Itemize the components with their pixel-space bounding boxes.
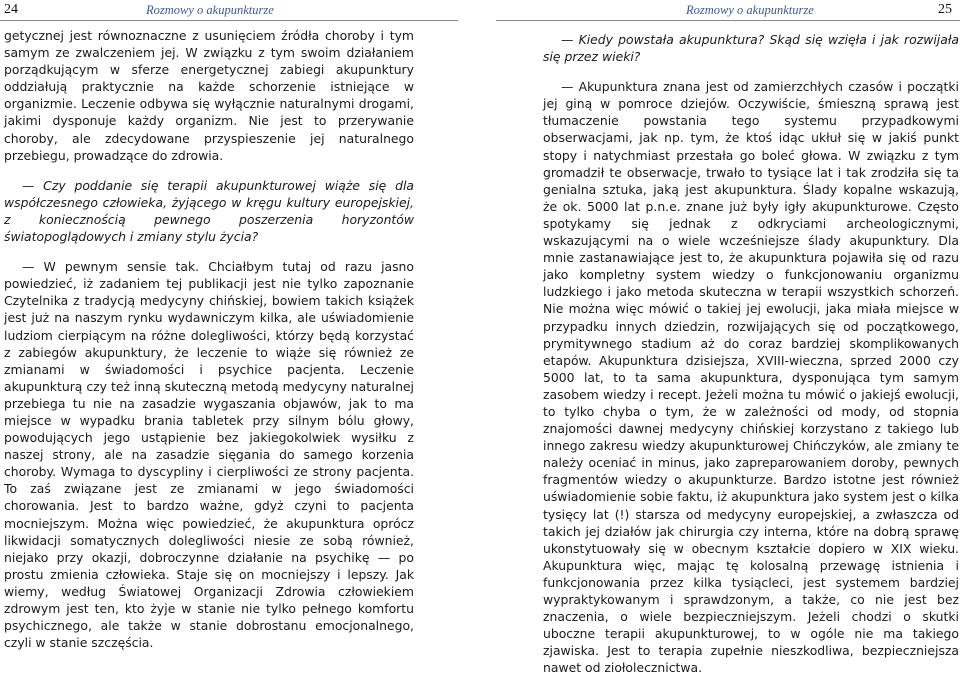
right-page-number: 25 (938, 2, 952, 17)
left-page-body (4, 27, 414, 651)
right-header-rule (496, 20, 960, 21)
right-page-header (496, 0, 960, 20)
left-running-title: Rozmowy o akupunkturze (146, 3, 274, 17)
right-question-1: — Kiedy powstała akupunktura? Skąd się wzięła i jak rozwijała się przez wieki? (543, 32, 959, 65)
left-paragraph-2: — W pewnym sensie tak. Chciałbym tutaj od razu jasno powiedzieć, iż zadaniem tej publikacji jest nie tylko zapoznanie Czytelnika z tradycją medycyny chińskiej, bowiem takich książek jest już na naszym rynku wydawniczym kilka, ale uświadomienie ludziom cierpiącym na różne dolegliwości, którzy będą korzystać z zabiegów akupunktury, że leczenie to wiąże się również ze zmianami w świadomości i psychice pacjenta. Leczenie akupunkturą czy też inną skuteczną metodą medycyny naturalnej przebiega tu nie na zasadzie wygaszania objawów, jak to ma miejsce w wypadku brania tabletek przy silnym bólu głowy, powodujących jego ustąpienie bez jakiegokolwiek wysiłku z naszej strony, ale na zasadzie sięgania do samego korzenia choroby. Wymaga to dyscypliny i cierpliwości ze strony pacjenta. To zaś związane jest ze zmianami w jego świadomości chorowania. Jest to bardzo ważne, gdyż czyni to pacjenta mocniejszym. Można więc powiedzieć, że akupunktura oprócz likwidacji somatycznych dolegliwości niesie ze sobą również, niejako przy okazji, dobroczynne działanie na psychikę — po prostu zmienia człowieka. Staje się on mocniejszy i lepszy. Jak wiemy, według Światowej Organizacji Zdrowia człowiekiem zdrowym jest ten, kto żyje w stanie nie tylko pełnego komfortu psychicznego, ale także w stanie dobrostanu emocjonalnego, czyli w stanie szczęścia. (4, 259, 414, 651)
left-question-1: — Czy poddanie się terapii akupunkturowej wiąże się dla współczesnego człowieka, żyjącego w kręgu kultury europejskiej, z koniecznością pewnego poszerzenia horyzontów światopoglądowych i zmiany stylu życia? (4, 177, 414, 245)
right-paragraph-1: — Akupunktura znana jest od zamierzchłych czasów i początki jej giną w pomroce dziejów. Oczywiście, śmieszną sprawą jest tłumaczenie powstania tego systemu przypadkowymi obserwacjami, jak np. tym, że ktoś idąc ukłuł się w jakiś punkt stopy i natychmiast przestała go boleć głowa. W związku z tym gromadził te obserwacje, trwało to tysiące lat i tak zrodziła się ta genialna sztuka, jaką jest akupunktura. Ślady kopalne wskazują, że ok. 5000 lat p.n.e. znane już były igły akupunkturowe. Często spotykamy się jednak z odkryciami archeologicznymi, wskazującymi na o wiele wcześniejsze ślady akupunktury. Dla mnie zastanawiające jest to, że akupunktura pojawiła się od razu jako kompletny system wiedzy o funkcjonowaniu organizmu ludzkiego i jako metoda skuteczna w terapii wszystkich schorzeń. Nie można więc mówić o takiej jej ewolucji, jaka miała miejsce w przypadku innych dziedzin, rozwijających się od początkowego, prymitywnego stadium aż do coraz bardziej skomplikowanych etapów. Akupunktura dzisiejsza, XVIII-wieczna, sprzed 2000 czy 5000 lat, to ta sama akupunktura, dysponująca tym samym zasobem wiedzy i recept. Jeżeli można tu mówić o jakiejś ewolucji, to tylko chyba o tym, że w zależności od mody, od stopnia znajomości dawnej medycyny chińskiej korzystano z takiego lub innego zakresu wiedzy akupunkturowej Chińczyków, ale zmiany te należy oceniać in minus, jako zapreparowaniem doroby, pewnych fragmentów wiedzy o akupunkturze. Bardzo istotne jest również uświadomienie sobie faktu, iż akupunktura jako system jest o kilka tysięcy lat (!) starsza od medycyny europejskiej, a zwłaszcza od takich jej działów jak chirurgia czy interna, które na dobrą sprawę ukonstytuowały się w obecnym kształcie dopiero w XIX wieku. Akupunktura więc, mając tę kolosalną przewagę istnienia i funkcjonowania przez kilka tysiącleci, jest systemem bardziej wypraktykowanym i sprawdzonym, a także, co nie jest bez znaczenia, o wiele bezpieczniejszym. Jeżeli chodzi o skutki uboczne terapii akupunkturowej, to w ogóle nie ma takiego zjawiska. Jest to terapia zupełnie nieszkodliwa, bezpieczniejsza nawet od ziołolecznictwa. (543, 79, 959, 676)
right-page-body (543, 31, 959, 676)
left-header-rule (0, 20, 458, 21)
left-page-header (0, 0, 458, 20)
left-page-number: 24 (4, 2, 18, 17)
left-paragraph-1: getycznej jest równoznaczne z usunięciem źródła choroby i tym samym ze zwalczeniem jej. W związku z tym swoim działaniem porządkującym w sferze energetycznej zabiegi akupunktury oddziałują praktycznie na każde schorzenie istniejące w organizmie. Leczenie odbywa się wyłącznie naturalnymi drogami, jakimi dysponuje każdy organizm. Nie jest to przerywanie choroby, ale zdecydowane przyspieszenie jej naturalnego przebiegu, prowadzące do zdrowia. (4, 28, 414, 163)
right-running-title: Rozmowy o akupunkturze (686, 3, 814, 17)
